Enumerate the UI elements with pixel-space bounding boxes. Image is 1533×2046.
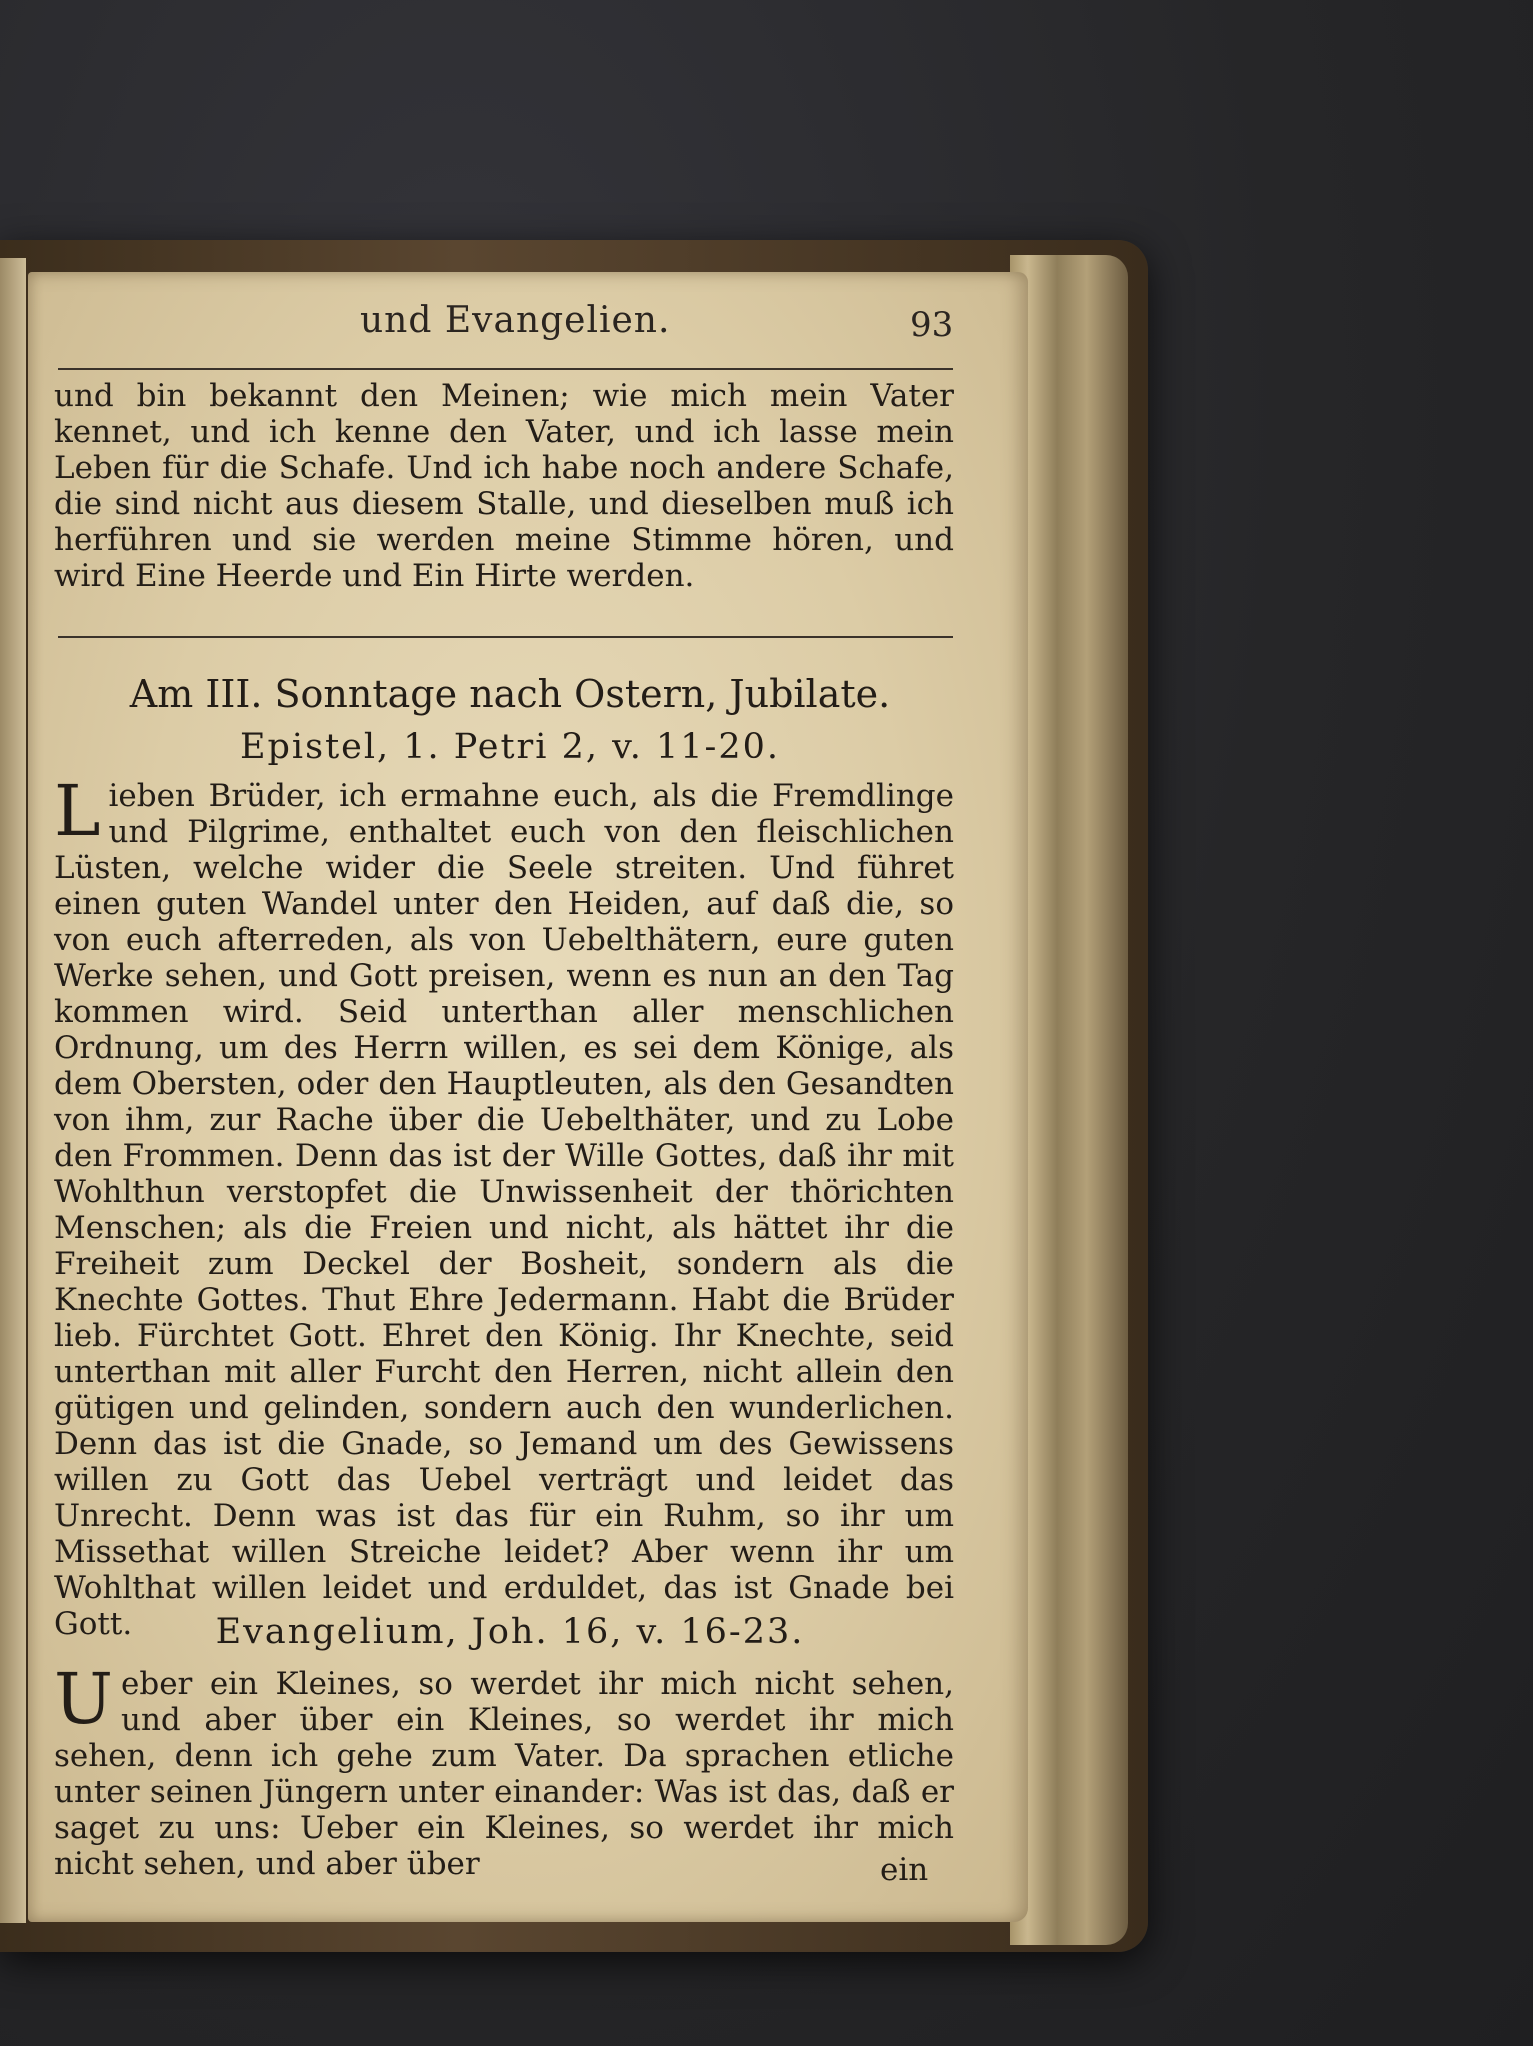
gospel-dropcap: U [54,1658,113,1740]
section-title: Am III. Sonntage nach Ostern, Jubilate. [129,672,891,716]
epistle-dropcap: L [54,770,101,852]
gospel-text: eber ein Kleines, so werdet ihr mich nicht sehen, und aber über ein Kleines, so werdet ihr mich sehen, denn ich gehe zum Vater. Da sprachen etliche unter seinen Jüngern unter einander: Was ist das, daß er saget zu uns: Ueber ein Kleines, so werdet ihr mich nicht sehen, und aber über [54,1666,954,1882]
intro-paragraph [54,378,954,594]
running-head: und Evangelien. [360,300,671,341]
header-rule [58,368,953,370]
page-number: 93 [910,305,954,345]
gospel-paragraph [54,1658,954,1882]
gospel-heading: Evangelium, Joh. 16, v. 16-23. [215,1612,805,1652]
epistle-paragraph [54,770,954,1642]
catchword: ein [880,1852,929,1888]
section-rule [58,636,953,638]
intro-text: und bin bekannt den Meinen; wie mich mein Vater kennet, und ich kenne den Vater, und ich lasse mein Leben für die Schafe. Und ich habe noch andere Schafe, die sind nicht aus diesem Stalle, und dieselben muß ich herführen und sie werden meine Stimme hören, und wird Eine Heerde und Ein Hirte werden. [54,378,954,594]
epistle-heading: Epistel, 1. Petri 2, v. 11-20. [239,727,781,767]
facing-page-edge [0,258,26,1923]
epistle-text: ieben Brüder, ich ermahne euch, als die Fremdlinge und Pilgrime, enthaltet euch von den fleischlichen Lüsten, welche wider die Seele streiten. Und führet einen guten Wandel unter den Heiden, auf daß die, so von euch afterreden, als von Uebelthätern, eure guten Werke sehen, und Gott preisen, wenn es nun an den Tag kommen wird. Seid unterthan aller menschlichen Ordnung, um des Herrn willen, es sei dem Könige, als dem Obersten, oder den Hauptleuten, als den Gesandten von ihm, zur Rache über die Uebelthäter, und zu Lobe den Frommen. Denn das ist der Wille Gottes, daß ihr mit Wohlthun verstopfet die Unwissenheit der thörichten Menschen; als die Freien und nicht, als hättet ihr die Freiheit zum Deckel der Bosheit, sondern als die Knechte Gottes. Thut Ehre Jedermann. Habt die Brüder lieb. Fürchtet Gott. Ehret den König. Ihr Knechte, seid unterthan mit aller Furcht den Herren, nicht allein den gütigen und gelinden, sondern auch den wunderlichen. Denn das ist die Gnade, so Jemand um des Gewissens willen zu Gott das Uebel verträgt und leidet das Unrecht. Denn was ist das für ein Ruhm, so ihr um Missethat willen Streiche leidet? Aber wenn ihr um Wohlthat willen leidet und erduldet, das ist Gnade bei Gott. [54,778,954,1642]
